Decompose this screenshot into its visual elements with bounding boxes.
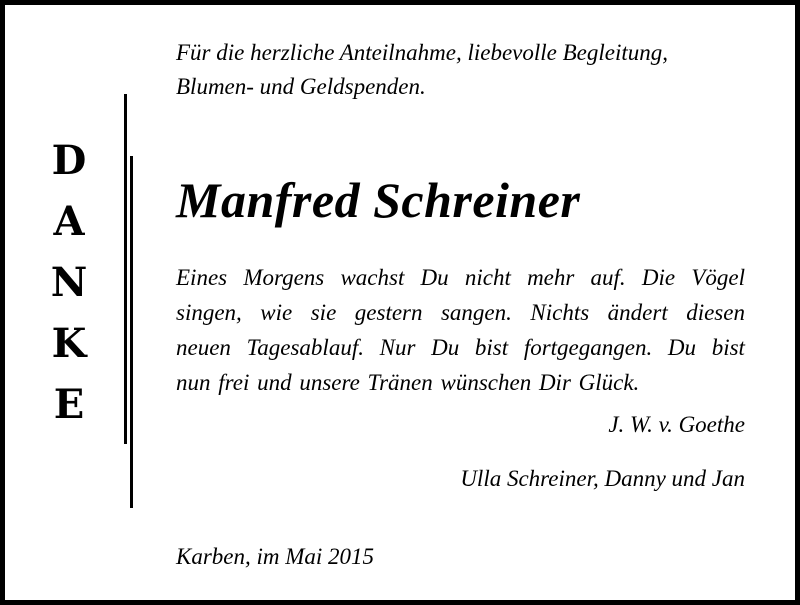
poem-word: sie: [310, 300, 337, 325]
signers: Ulla Schreiner, Danny und Jan: [460, 466, 745, 491]
poem-author: J. W. v. Goethe: [608, 412, 745, 437]
vertical-rule-left: [124, 94, 127, 444]
poem-word: Die: [641, 265, 676, 290]
danke-letter: K: [51, 320, 87, 367]
poem-word: Tagesablauf.: [246, 335, 364, 360]
poem-word: diesen: [686, 300, 745, 325]
poem-word: Eines: [176, 265, 228, 290]
poem-word: neuen: [176, 335, 231, 360]
poem-word: fortgegangen.: [523, 335, 653, 360]
poem-word: mehr: [527, 265, 575, 290]
poem-word: wachst: [340, 265, 405, 290]
danke-letter: A: [53, 198, 85, 245]
poem-quote: [176, 260, 745, 400]
danke-letter: D: [51, 137, 87, 184]
intro-text: [176, 36, 668, 104]
poem-word: Du: [431, 335, 460, 360]
deceased-name: Manfred Schreiner: [176, 172, 581, 228]
vertical-rule-right: [130, 156, 133, 508]
poem-line: nun frei und unsere Tränen wünschen Dir Glück.: [176, 370, 640, 395]
poem-line: [176, 260, 745, 295]
poem-word: bist: [711, 335, 745, 360]
poem-word: Nichts: [530, 300, 590, 325]
poem-word: Vögel: [691, 265, 745, 290]
poem-word: nicht: [464, 265, 511, 290]
intro-line: Blumen- und Geldspenden.: [176, 74, 426, 99]
poem-word: Du: [667, 335, 697, 360]
poem-word: bist: [474, 335, 509, 360]
danke-letter: E: [53, 381, 85, 428]
intro-line: Für die herzliche Anteilnahme, liebevolle Begleitung,: [176, 40, 669, 65]
poem-line: [176, 330, 745, 365]
danke-vertical-heading: [38, 130, 100, 435]
poem-word: ändert: [607, 300, 668, 325]
poem-word: Du: [420, 265, 449, 290]
poem-word: auf.: [590, 265, 626, 290]
poem-word: gestern: [354, 300, 423, 325]
poem-word: Morgens: [243, 265, 325, 290]
poem-word: sangen.: [440, 300, 512, 325]
poem-word: singen,: [176, 300, 242, 325]
place-date: Karben, im Mai 2015: [176, 544, 375, 569]
danke-letter: N: [50, 259, 88, 306]
poem-line: [176, 295, 745, 330]
poem-word: wie: [260, 300, 293, 325]
poem-word: Nur: [379, 335, 416, 360]
